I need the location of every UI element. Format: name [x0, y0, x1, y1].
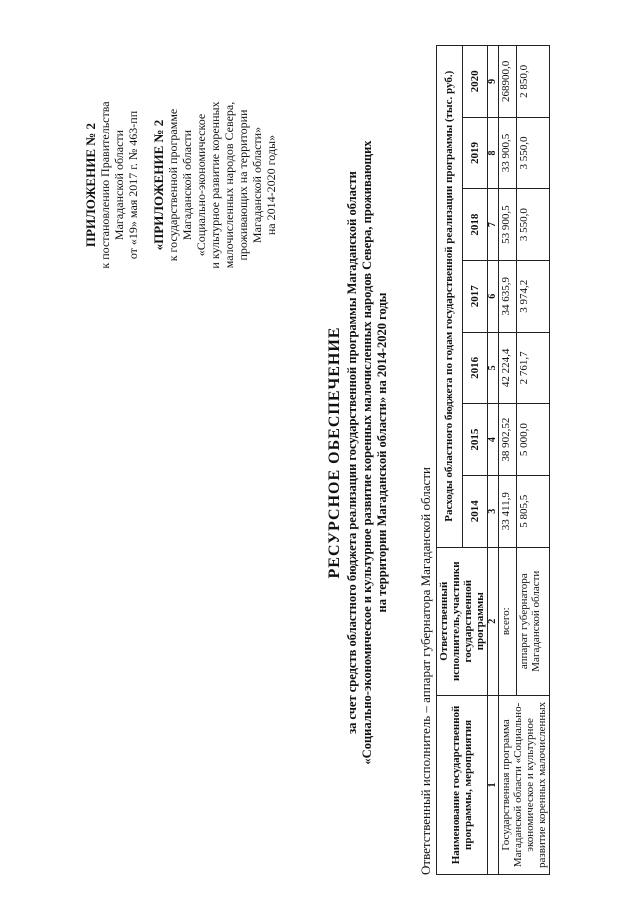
value-cell: 2 850,0 [517, 46, 550, 118]
header-line: малочисленных народов Севера, [222, 101, 236, 269]
header-line: и культурное развитие коренных [208, 101, 222, 269]
responsible-executor: Ответственный исполнитель – аппарат губернатора Магаданской области [418, 467, 433, 875]
column-number: 4 [488, 404, 499, 476]
column-number: 1 [488, 695, 499, 874]
table-row [499, 46, 517, 875]
year-header: 2017 [462, 260, 488, 332]
participant-cell: всего: [499, 547, 517, 695]
header-line: проживающих на территории [236, 109, 250, 261]
value-cell: 53 900,5 [499, 189, 517, 261]
year-header: 2018 [462, 189, 488, 261]
column-number: 6 [488, 260, 499, 332]
column-number-row [488, 46, 499, 875]
header-line: «Социально-экономическое [194, 113, 208, 257]
header-line: к постановлению Правительства [98, 101, 112, 269]
column-number: 9 [488, 46, 499, 118]
title-line: на территории Магаданской области» на 2014-2020 годы [375, 292, 389, 613]
value-cell: 2 761,7 [517, 332, 550, 404]
table-header-row [437, 46, 463, 875]
value-cell: 38 902,52 [499, 404, 517, 476]
resource-table [436, 45, 550, 875]
value-cell: 3 550,0 [517, 117, 550, 189]
participant-cell: аппарат губернатора Магаданской области [517, 547, 550, 695]
year-header: 2015 [462, 404, 488, 476]
value-cell: 34 635,9 [499, 260, 517, 332]
title-main: РЕСУРСНОЕ ОБЕСПЕЧЕНИЕ [326, 326, 343, 579]
header-line: Магаданской области» [250, 126, 264, 244]
col-header-executor: Ответственный исполнитель,участники государственной программы [437, 547, 488, 695]
column-number: 2 [488, 547, 499, 695]
value-cell: 33 900,5 [499, 117, 517, 189]
column-number: 7 [488, 189, 499, 261]
year-header: 2016 [462, 332, 488, 404]
column-number: 8 [488, 117, 499, 189]
appendix-header [84, 35, 278, 335]
appendix-title-2: «ПРИЛОЖЕНИЕ № 2 [151, 119, 166, 251]
header-line: Магаданской области [180, 129, 194, 241]
col-header-program: Наименование государственной программы, мероприятия [437, 695, 488, 874]
value-cell: 3 974,2 [517, 260, 550, 332]
title-line: «Социально-экономическое и культурное развитие коренных малочисленных народов Севера, проживающих [360, 140, 374, 765]
col-header-expenses: Расходы областного бюджета по годам государственной реализации программы (тыс. руб.) [437, 46, 463, 548]
value-cell: 268900,0 [499, 46, 517, 118]
column-number: 3 [488, 475, 499, 547]
header-line: на 2014-2020 годы» [264, 134, 278, 236]
value-cell: 3 550,0 [517, 189, 550, 261]
header-line: от «19» мая 2017 г. № 463-пп [126, 110, 140, 260]
document-title [325, 30, 390, 875]
value-cell: 42 224,4 [499, 332, 517, 404]
year-header: 2019 [462, 117, 488, 189]
value-cell: 33 411,9 [499, 475, 517, 547]
value-cell: 5 805,5 [517, 475, 550, 547]
header-line: Магаданской области [112, 129, 126, 241]
title-line: за счет средств областного бюджета реализации государственной программы Магаданской области [345, 171, 359, 734]
column-number: 5 [488, 332, 499, 404]
program-name-cell: Государственная программа Магаданской области «Социально-экономическое и культурное развитие коренных малочисленных [499, 695, 550, 874]
header-line: к государственной программе [166, 108, 180, 262]
year-header: 2020 [462, 46, 488, 118]
year-header: 2014 [462, 475, 488, 547]
value-cell: 5 000,0 [517, 404, 550, 476]
appendix-title: ПРИЛОЖЕНИЕ № 2 [83, 122, 98, 248]
